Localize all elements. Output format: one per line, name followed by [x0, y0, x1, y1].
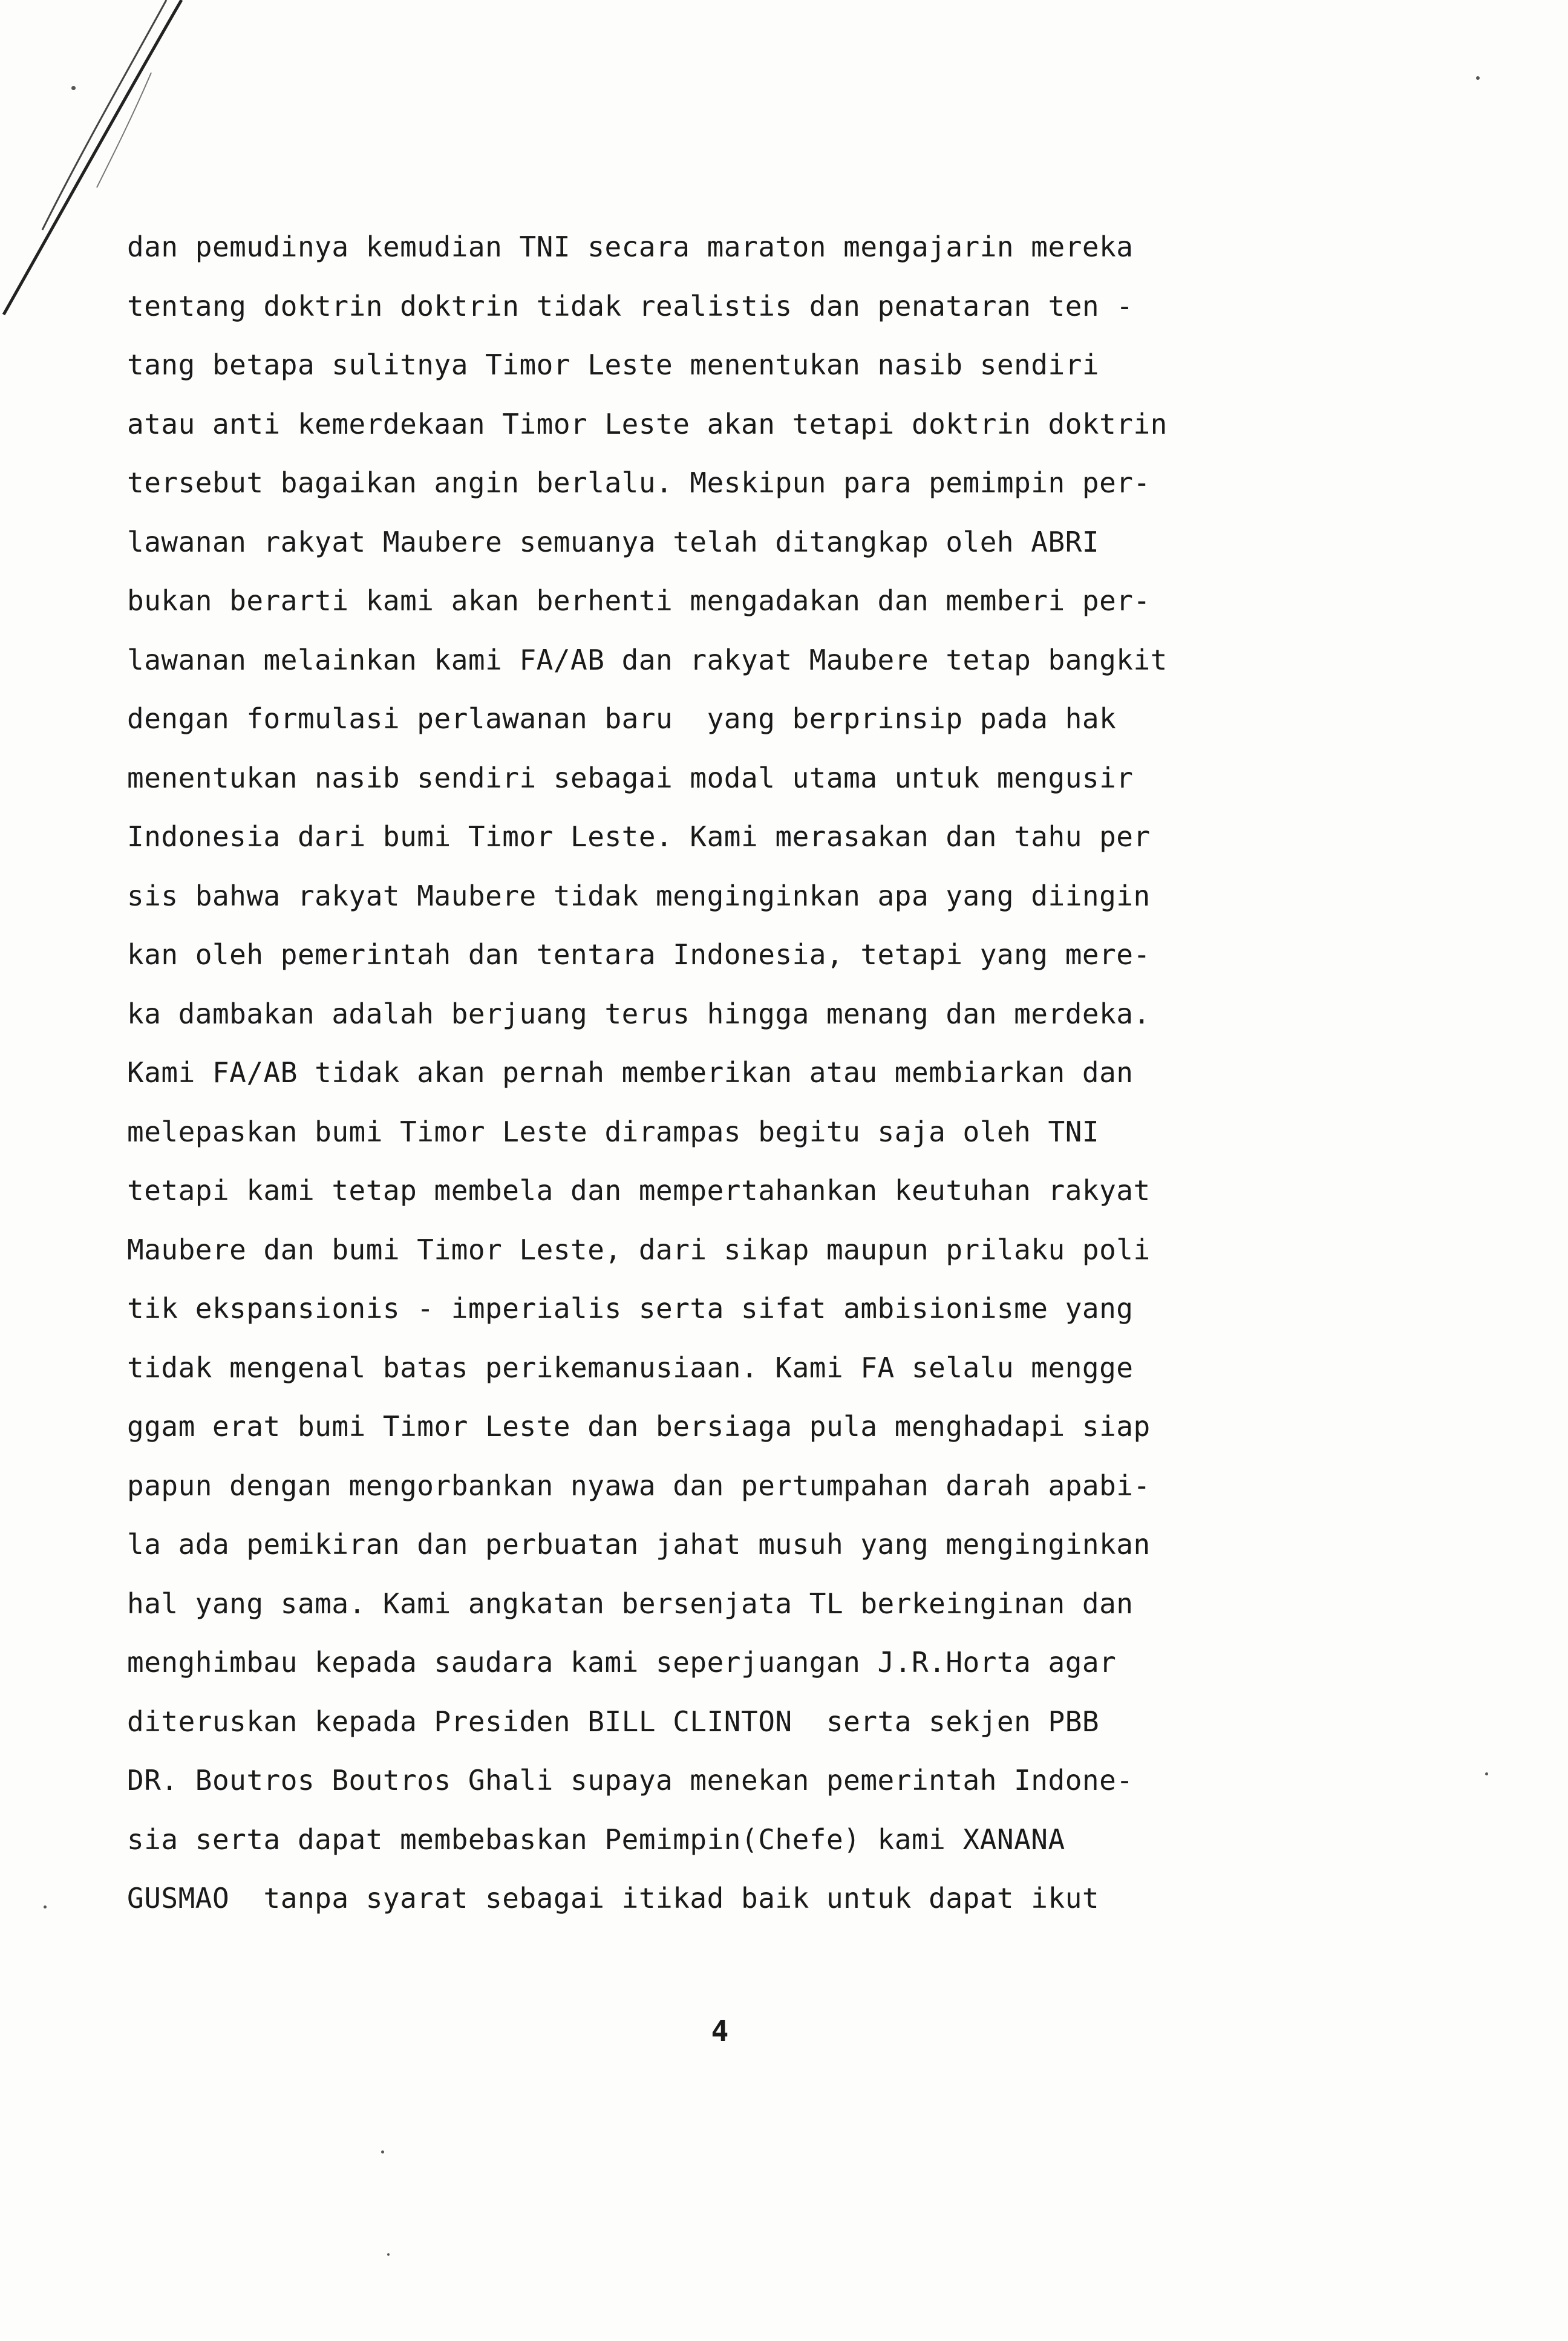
text-line: sia serta dapat membebaskan Pemimpin(Chefe) kami XANANA	[127, 1823, 1065, 1856]
text-line: menghimbau kepada saudara kami seperjuangan J.R.Horta agar	[127, 1646, 1117, 1679]
text-line: Indonesia dari bumi Timor Leste. Kami merasakan dan tahu per	[127, 820, 1151, 853]
text-line: kan oleh pemerintah dan tentara Indonesia, tetapi yang mere-	[127, 938, 1151, 971]
scan-speck	[387, 2253, 390, 2256]
text-line: bukan berarti kami akan berhenti mengadakan dan memberi per-	[127, 584, 1151, 617]
text-line: GUSMAO tanpa syarat sebagai itikad baik untuk dapat ikut	[127, 1882, 1100, 1915]
scan-speck	[1476, 76, 1480, 80]
text-line: ka dambakan adalah berjuang terus hingga menang dan merdeka.	[127, 997, 1151, 1030]
text-line: lawanan rakyat Maubere semuanya telah ditangkap oleh ABRI	[127, 525, 1100, 558]
text-line: Maubere dan bumi Timor Leste, dari sikap maupun prilaku poli	[127, 1233, 1151, 1266]
text-line: Kami FA/AB tidak akan pernah memberikan atau membiarkan dan	[127, 1056, 1134, 1089]
text-line: tersebut bagaikan angin berlalu. Meskipun para pemimpin per-	[127, 466, 1151, 499]
scan-speck	[381, 2150, 384, 2153]
body-text	[127, 218, 1410, 1928]
text-line: dengan formulasi perlawanan baru yang berprinsip pada hak	[127, 702, 1117, 735]
text-line: hal yang sama. Kami angkatan bersenjata TL berkeinginan dan	[127, 1587, 1134, 1620]
text-line: ggam erat bumi Timor Leste dan bersiaga pula menghadapi siap	[127, 1410, 1151, 1443]
text-line: DR. Boutros Boutros Ghali supaya menekan pemerintah Indone-	[127, 1764, 1134, 1797]
text-line: tetapi kami tetap membela dan mempertahankan keutuhan rakyat	[127, 1174, 1151, 1207]
text-line: dan pemudinya kemudian TNI secara maraton mengajarin mereka	[127, 230, 1134, 263]
text-line: melepaskan bumi Timor Leste dirampas begitu saja oleh TNI	[127, 1115, 1100, 1148]
text-line: menentukan nasib sendiri sebagai modal utama untuk mengusir	[127, 761, 1134, 794]
text-line: diteruskan kepada Presiden BILL CLINTON serta sekjen PBB	[127, 1705, 1100, 1738]
scan-speck	[44, 1905, 47, 1908]
scan-speck	[71, 86, 76, 90]
text-line: tik ekspansionis - imperialis serta sifat ambisionisme yang	[127, 1292, 1134, 1325]
page-number: 4	[711, 2014, 729, 2048]
text-line: papun dengan mengorbankan nyawa dan pertumpahan darah apabi-	[127, 1469, 1151, 1502]
text-line: la ada pemikiran dan perbuatan jahat musuh yang menginginkan	[127, 1528, 1151, 1561]
text-line: sis bahwa rakyat Maubere tidak menginginkan apa yang diingin	[127, 879, 1151, 912]
text-line: atau anti kemerdekaan Timor Leste akan tetapi doktrin doktrin	[127, 407, 1168, 440]
text-line: tidak mengenal batas perikemanusiaan. Kami FA selalu mengge	[127, 1351, 1134, 1384]
scan-speck	[1485, 1772, 1488, 1775]
text-line: tang betapa sulitnya Timor Leste menentukan nasib sendiri	[127, 348, 1100, 381]
text-line: lawanan melainkan kami FA/AB dan rakyat Maubere tetap bangkit	[127, 643, 1168, 676]
text-line: tentang doktrin doktrin tidak realistis dan penataran ten -	[127, 289, 1134, 322]
